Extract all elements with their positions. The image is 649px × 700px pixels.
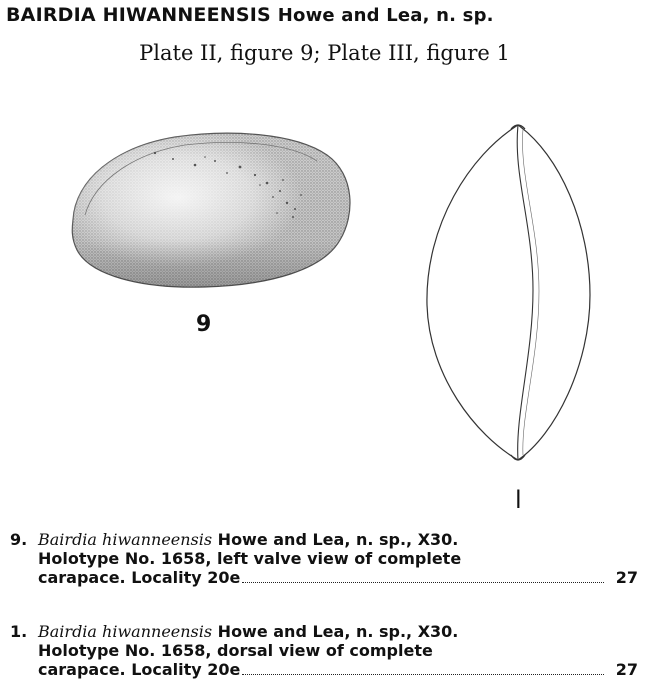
caption-holotype-line: Holotype No. 1658, left valve view of complete: [38, 549, 462, 568]
dorsal-view-illustration: [415, 115, 625, 475]
caption-species-name: Bairdia hiwanneensis: [38, 530, 213, 549]
figure-1-label: l: [515, 486, 522, 514]
caption-figure-1: [10, 622, 638, 679]
figure-dorsal-view: [415, 115, 625, 475]
caption-locality: carapace. Locality 20e: [38, 660, 241, 679]
dotted-leader: [242, 582, 604, 583]
figure-9-label: 9: [196, 312, 212, 337]
title-authors: Howe and Lea, n. sp.: [277, 5, 494, 26]
plate-reference: Plate II, figure 9; Plate III, figure 1: [139, 41, 510, 65]
page-title: [6, 4, 646, 26]
left-valve-illustration: [55, 125, 365, 295]
dotted-leader: [242, 674, 604, 675]
caption-number: 9.: [10, 530, 28, 549]
caption-holotype-line: Holotype No. 1658, dorsal view of complete: [38, 641, 433, 660]
caption-species-name: Bairdia hiwanneensis: [38, 622, 213, 641]
caption-figure-9: [10, 530, 638, 587]
caption-page-number: 27: [615, 568, 638, 587]
caption-authorship: Howe and Lea, n. sp., X30.: [217, 530, 459, 549]
caption-number: 1.: [10, 622, 28, 641]
caption-page-number: 27: [615, 660, 638, 679]
figure-left-valve: [55, 125, 365, 295]
caption-locality: carapace. Locality 20e: [38, 568, 241, 587]
caption-authorship: Howe and Lea, n. sp., X30.: [217, 622, 459, 641]
species-title: BAIRDIA HIWANNEENSIS: [6, 4, 271, 26]
